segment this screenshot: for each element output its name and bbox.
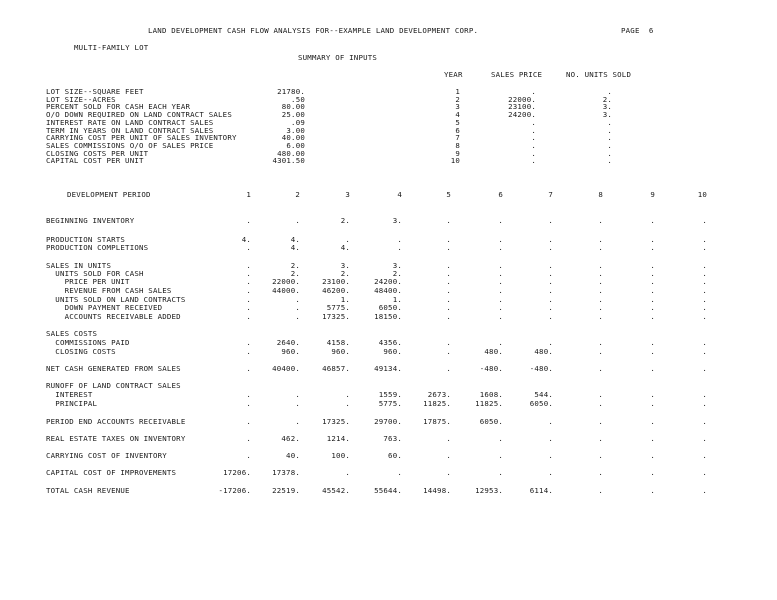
cell-value: .	[246, 269, 251, 278]
cell-value: -17206.	[218, 486, 251, 495]
input-value: 21780.	[277, 87, 305, 96]
cell-value: 1214.	[326, 434, 350, 443]
cell-value: .	[650, 486, 655, 495]
schedule-year: 1	[455, 87, 460, 96]
cell-value: 22000.	[272, 277, 300, 286]
cell-value: 3.	[392, 261, 402, 270]
cell-value: .	[295, 295, 300, 304]
cell-value: .	[702, 338, 707, 347]
cell-value: .	[598, 261, 603, 270]
cell-value: 22519.	[272, 486, 300, 495]
cell-value: .	[498, 451, 503, 460]
cell-value: .	[702, 486, 707, 495]
report-title: LAND DEVELOPMENT CASH FLOW ANALYSIS FOR--EXAMPLE LAND DEVELOPMENT CORP.	[148, 26, 479, 35]
cell-value: .	[446, 269, 451, 278]
schedule-year: 4	[455, 110, 460, 120]
cell-value: .	[650, 303, 655, 312]
units-sold-header: NO. UNITS SOLD	[566, 70, 632, 79]
row-label: NET CASH GENERATED FROM SALES	[46, 364, 181, 373]
cell-value: 46857.	[322, 364, 350, 373]
cell-value: 55644.	[374, 486, 402, 495]
cell-value: .	[498, 312, 503, 321]
cell-value: .	[702, 364, 707, 373]
row-label: INTEREST	[46, 390, 93, 399]
cell-value: 60.	[388, 451, 402, 460]
development-period-label: DEVELOPMENT PERIOD	[67, 190, 151, 199]
input-label: LOT SIZE--SQUARE FEET	[46, 87, 144, 96]
cell-value: 4.	[340, 243, 350, 252]
row-label: UNITS SOLD ON LAND CONTRACTS	[46, 295, 186, 304]
row-label: UNITS SOLD FOR CASH	[46, 269, 144, 278]
page-number: PAGE 6	[621, 26, 654, 35]
cell-value: 2.	[340, 216, 350, 225]
input-label: LOT SIZE--ACRES	[46, 94, 116, 104]
cell-value: .	[246, 286, 251, 295]
cell-value: 23100.	[322, 277, 350, 286]
cell-value: 544.	[534, 390, 553, 399]
cell-value: .	[548, 417, 553, 426]
cell-value: 1559.	[378, 390, 402, 399]
cell-value: .	[295, 417, 300, 426]
cell-value: 480.	[534, 347, 553, 356]
cell-value: .	[345, 390, 350, 399]
cell-value: .	[598, 468, 603, 477]
cell-value: 4356.	[378, 338, 402, 347]
cell-value: 40.	[286, 451, 300, 460]
cell-value: .	[598, 486, 603, 495]
cell-value: .	[650, 261, 655, 270]
cell-value: .	[650, 468, 655, 477]
cell-value: .	[446, 338, 451, 347]
row-label: PRODUCTION STARTS	[46, 235, 126, 244]
cell-value: .	[702, 417, 707, 426]
cell-value: 6050.	[378, 303, 402, 312]
schedule-units: 3.	[602, 110, 612, 120]
cell-value: .	[650, 295, 655, 304]
cell-value: .	[598, 286, 603, 295]
row-label: PERIOD END ACCOUNTS RECEIVABLE	[46, 417, 186, 426]
cell-value: .	[498, 434, 503, 443]
year-header: YEAR	[444, 70, 463, 79]
cell-value: .	[246, 364, 251, 373]
cell-value: 46200.	[322, 286, 350, 295]
cell-value: .	[548, 468, 553, 477]
cell-value: .	[598, 243, 603, 252]
cell-value: .	[345, 235, 350, 244]
cell-value: .	[446, 277, 451, 286]
cell-value: .	[548, 261, 553, 270]
cell-value: 960.	[383, 347, 402, 356]
cell-value: 48400.	[374, 286, 402, 295]
input-value: 80.00	[281, 102, 305, 112]
cell-value: 6114.	[529, 486, 553, 495]
cell-value: 1.	[340, 295, 350, 304]
cell-value: 5775.	[326, 303, 350, 312]
cell-value: .	[598, 277, 603, 286]
cell-value: .	[548, 451, 553, 460]
cell-value: .	[446, 235, 451, 244]
cell-value: 4.	[290, 235, 300, 244]
cell-value: .	[598, 399, 603, 408]
cell-value: .	[598, 434, 603, 443]
schedule-year: 9	[455, 148, 460, 158]
cell-value: .	[498, 286, 503, 295]
cell-value: .	[548, 277, 553, 286]
cell-value: .	[246, 338, 251, 347]
cell-value: 2673.	[427, 390, 451, 399]
period-column-header: 2	[295, 190, 300, 199]
cell-value: .	[650, 286, 655, 295]
cell-value: .	[397, 243, 402, 252]
cell-value: .	[498, 261, 503, 270]
cell-value: 14498.	[423, 486, 451, 495]
schedule-price: .	[531, 156, 536, 166]
row-label: CARRYING COST OF INVENTORY	[46, 451, 167, 460]
cell-value: .	[246, 216, 251, 225]
input-label: CARRYING COST PER UNIT OF SALES INVENTORY	[46, 133, 237, 143]
cell-value: 3.	[340, 261, 350, 270]
row-label: ACCOUNTS RECEIVABLE ADDED	[46, 312, 181, 321]
cell-value: 40400.	[272, 364, 300, 373]
cell-value: .	[446, 434, 451, 443]
schedule-price: 22000.	[508, 94, 536, 104]
cell-value: .	[702, 269, 707, 278]
row-label: REAL ESTATE TAXES ON INVENTORY	[46, 434, 186, 443]
input-value: 40.00	[281, 133, 305, 143]
input-value: 25.00	[281, 110, 305, 120]
input-value: 4301.50	[272, 156, 305, 166]
cell-value: 18150.	[374, 312, 402, 321]
schedule-units: .	[607, 156, 612, 166]
cell-value: .	[498, 295, 503, 304]
cell-value: .	[702, 286, 707, 295]
period-column-header: 6	[498, 190, 503, 199]
cell-value: .	[650, 269, 655, 278]
schedule-price: .	[531, 133, 536, 143]
schedule-units: 2.	[602, 94, 612, 104]
cell-value: 4.	[290, 243, 300, 252]
cell-value: 24200.	[374, 277, 402, 286]
cell-value: .	[446, 286, 451, 295]
cell-value: .	[397, 468, 402, 477]
period-column-header: 9	[650, 190, 655, 199]
row-label: RUNOFF OF LAND CONTRACT SALES	[46, 381, 181, 390]
cell-value: .	[246, 347, 251, 356]
cell-value: .	[246, 390, 251, 399]
cell-value: .	[548, 303, 553, 312]
schedule-price: .	[531, 140, 536, 150]
cell-value: .	[345, 399, 350, 408]
row-label: CLOSING COSTS	[46, 347, 116, 356]
cell-value: .	[598, 216, 603, 225]
cell-value: .	[246, 417, 251, 426]
row-label: DOWN PAYMENT RECEIVED	[46, 303, 163, 312]
cell-value: .	[246, 434, 251, 443]
cell-value: 17206.	[223, 468, 251, 477]
cell-value: .	[295, 216, 300, 225]
input-label: PERCENT SOLD FOR CASH EACH YEAR	[46, 102, 191, 112]
schedule-units: 3.	[602, 102, 612, 112]
cell-value: .	[548, 295, 553, 304]
schedule-price: .	[531, 117, 536, 127]
cell-value: 960.	[331, 347, 350, 356]
cell-value: .	[548, 312, 553, 321]
period-column-header: 8	[598, 190, 603, 199]
cell-value: .	[650, 312, 655, 321]
input-label: TERM IN YEARS ON LAND CONTRACT SALES	[46, 125, 214, 135]
cell-value: .	[446, 303, 451, 312]
cell-value: .	[702, 468, 707, 477]
cell-value: .	[598, 295, 603, 304]
cell-value: .	[246, 277, 251, 286]
cell-value: .	[548, 243, 553, 252]
schedule-price: 23100.	[508, 102, 536, 112]
cell-value: .	[548, 286, 553, 295]
cell-value: 11825.	[475, 399, 503, 408]
cell-value: 2.	[290, 269, 300, 278]
cell-value: .	[650, 347, 655, 356]
cell-value: 11825.	[423, 399, 451, 408]
cell-value: .	[598, 347, 603, 356]
cell-value: .	[345, 468, 350, 477]
schedule-units: .	[607, 125, 612, 135]
cell-value: .	[548, 338, 553, 347]
schedule-units: .	[607, 87, 612, 96]
cell-value: 17325.	[322, 417, 350, 426]
cell-value: .	[598, 417, 603, 426]
cell-value: 49134.	[374, 364, 402, 373]
schedule-year: 3	[455, 102, 460, 112]
cell-value: .	[246, 295, 251, 304]
schedule-price: .	[531, 148, 536, 158]
input-value: 480.00	[277, 148, 305, 158]
cell-value: .	[598, 364, 603, 373]
row-label: PRINCIPAL	[46, 399, 98, 408]
cell-value: .	[246, 451, 251, 460]
cell-value: .	[598, 338, 603, 347]
cell-value: .	[548, 216, 553, 225]
cell-value: .	[650, 338, 655, 347]
cell-value: 17378.	[272, 468, 300, 477]
input-value: 6.00	[286, 140, 305, 150]
cell-value: 2640.	[276, 338, 300, 347]
cell-value: .	[702, 434, 707, 443]
cell-value: .	[702, 216, 707, 225]
cell-value: .	[446, 347, 451, 356]
cell-value: .	[702, 399, 707, 408]
row-label: REVENUE FROM CASH SALES	[46, 286, 172, 295]
schedule-year: 6	[455, 125, 460, 135]
cell-value: .	[702, 243, 707, 252]
period-column-header: 10	[697, 190, 707, 199]
input-value: 3.00	[286, 125, 305, 135]
lot-type: MULTI-FAMILY LOT	[74, 43, 149, 52]
schedule-year: 5	[455, 117, 460, 127]
cell-value: .	[446, 295, 451, 304]
cell-value: .	[498, 243, 503, 252]
cell-value: .	[702, 347, 707, 356]
cell-value: .	[650, 216, 655, 225]
cell-value: 2.	[392, 269, 402, 278]
cell-value: .	[498, 303, 503, 312]
cell-value: .	[702, 261, 707, 270]
cell-value: .	[295, 390, 300, 399]
row-label: PRODUCTION COMPLETIONS	[46, 243, 149, 252]
cell-value: .	[598, 390, 603, 399]
input-label: O/O DOWN REQUIRED ON LAND CONTRACT SALES	[46, 110, 232, 120]
cell-value: 17875.	[423, 417, 451, 426]
cell-value: .	[650, 235, 655, 244]
cell-value: .	[548, 235, 553, 244]
cell-value: .	[498, 338, 503, 347]
cell-value: .	[702, 303, 707, 312]
schedule-year: 8	[455, 140, 460, 150]
cell-value: .	[397, 235, 402, 244]
cell-value: .	[246, 399, 251, 408]
cell-value: .	[498, 269, 503, 278]
cell-value: 2.	[340, 269, 350, 278]
cell-value: 5775.	[378, 399, 402, 408]
cell-value: 4.	[241, 235, 251, 244]
cell-value: .	[446, 243, 451, 252]
cell-value: .	[446, 312, 451, 321]
schedule-year: 10	[450, 156, 460, 166]
cell-value: .	[598, 312, 603, 321]
cell-value: .	[246, 261, 251, 270]
cell-value: .	[650, 434, 655, 443]
cell-value: .	[498, 235, 503, 244]
cell-value: 6050.	[479, 417, 503, 426]
period-column-header: 3	[345, 190, 350, 199]
cell-value: 1.	[392, 295, 402, 304]
cell-value: 29700.	[374, 417, 402, 426]
cell-value: .	[598, 269, 603, 278]
cell-value: 12953.	[475, 486, 503, 495]
cell-value: .	[702, 235, 707, 244]
cell-value: 1608.	[479, 390, 503, 399]
row-label: COMMISSIONS PAID	[46, 338, 130, 347]
cell-value: .	[650, 243, 655, 252]
cell-value: .	[295, 303, 300, 312]
cell-value: 480.	[484, 347, 503, 356]
sales-price-header: SALES PRICE	[491, 70, 543, 79]
row-label: TOTAL CASH REVENUE	[46, 486, 130, 495]
cell-value: .	[446, 261, 451, 270]
cell-value: .	[548, 269, 553, 278]
cell-value: .	[702, 312, 707, 321]
row-label: SALES COSTS	[46, 329, 98, 338]
cell-value: .	[446, 451, 451, 460]
cell-value: .	[548, 434, 553, 443]
input-value: .50	[291, 94, 305, 104]
cell-value: .	[650, 364, 655, 373]
cell-value: .	[650, 277, 655, 286]
cell-value: .	[650, 451, 655, 460]
cell-value: .	[650, 390, 655, 399]
schedule-year: 7	[455, 133, 460, 143]
cell-value: 3.	[392, 216, 402, 225]
cell-value: 6050.	[529, 399, 553, 408]
cell-value: .	[702, 451, 707, 460]
cell-value: 960.	[281, 347, 300, 356]
schedule-units: .	[607, 140, 612, 150]
cell-value: .	[598, 303, 603, 312]
cell-value: 4158.	[326, 338, 350, 347]
cell-value: .	[246, 303, 251, 312]
cell-value: .	[702, 390, 707, 399]
input-label: CAPITAL COST PER UNIT	[46, 156, 144, 166]
input-label: INTEREST RATE ON LAND CONTRACT SALES	[46, 117, 214, 127]
schedule-units: .	[607, 148, 612, 158]
cell-value: .	[498, 277, 503, 286]
cell-value: .	[598, 235, 603, 244]
cell-value: .	[598, 451, 603, 460]
cell-value: .	[446, 216, 451, 225]
period-column-header: 4	[397, 190, 402, 199]
schedule-price: .	[531, 125, 536, 135]
cell-value: -480.	[479, 364, 503, 373]
input-value: .09	[291, 117, 305, 127]
period-column-header: 7	[548, 190, 553, 199]
cell-value: .	[246, 312, 251, 321]
cell-value: 100.	[331, 451, 350, 460]
cell-value: 44000.	[272, 286, 300, 295]
cell-value: 462.	[281, 434, 300, 443]
cell-value: 2.	[290, 261, 300, 270]
cell-value: 763.	[383, 434, 402, 443]
cell-value: .	[498, 468, 503, 477]
schedule-year: 2	[455, 94, 460, 104]
cell-value: .	[246, 243, 251, 252]
row-label: BEGINNING INVENTORY	[46, 216, 135, 225]
schedule-units: .	[607, 117, 612, 127]
cell-value: .	[446, 468, 451, 477]
cell-value: .	[650, 399, 655, 408]
cell-value: .	[650, 417, 655, 426]
input-label: CLOSING COSTS PER UNIT	[46, 148, 149, 158]
cell-value: .	[295, 399, 300, 408]
cell-value: .	[295, 312, 300, 321]
cell-value: .	[498, 216, 503, 225]
row-label: PRICE PER UNIT	[46, 277, 130, 286]
input-label: SALES COMMISSIONS O/O OF SALES PRICE	[46, 140, 214, 150]
schedule-price: 24200.	[508, 110, 536, 120]
schedule-units: .	[607, 133, 612, 143]
schedule-price: .	[531, 87, 536, 96]
cell-value: -480.	[529, 364, 553, 373]
cell-value: 17325.	[322, 312, 350, 321]
cell-value: .	[446, 364, 451, 373]
row-label: CAPITAL COST OF IMPROVEMENTS	[46, 468, 177, 477]
cell-value: 45542.	[322, 486, 350, 495]
period-column-header: 1	[246, 190, 251, 199]
summary-heading: SUMMARY OF INPUTS	[298, 53, 378, 62]
cell-value: .	[702, 295, 707, 304]
period-column-header: 5	[446, 190, 451, 199]
row-label: SALES IN UNITS	[46, 261, 112, 270]
cell-value: .	[702, 277, 707, 286]
